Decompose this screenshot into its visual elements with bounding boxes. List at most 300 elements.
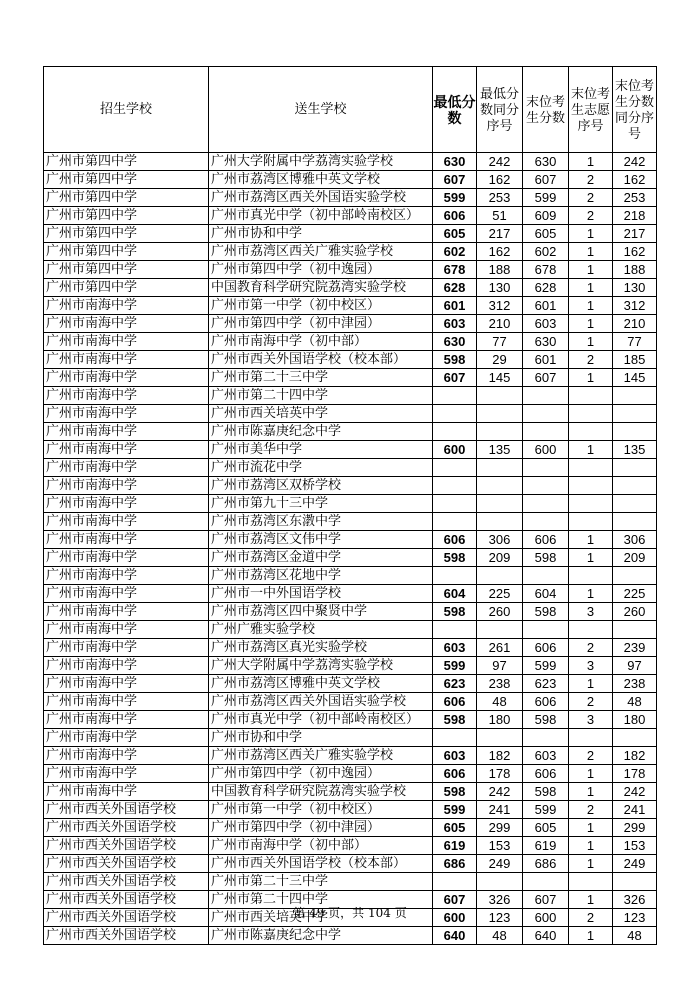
cell-send-school: 广州市荔湾区四中聚贤中学 xyxy=(209,603,433,621)
cell-last-score xyxy=(523,873,569,891)
cell-send-school: 广州市荔湾区西关外国语实验学校 xyxy=(209,693,433,711)
cell-last-choice-no: 1 xyxy=(569,441,613,459)
table-row xyxy=(44,441,657,459)
cell-min-score-same-rank xyxy=(477,513,523,531)
table-row xyxy=(44,819,657,837)
cell-recruit-school: 广州市西关外国语学校 xyxy=(44,855,209,873)
cell-send-school: 广州市第一中学（初中校区） xyxy=(209,297,433,315)
cell-min-score-same-rank: 162 xyxy=(477,243,523,261)
cell-min-score-same-rank: 145 xyxy=(477,369,523,387)
cell-last-same-rank: 299 xyxy=(613,819,657,837)
cell-last-same-rank: 48 xyxy=(613,693,657,711)
cell-min-score: 630 xyxy=(433,333,477,351)
col-header-last-same-rank xyxy=(613,67,657,153)
cell-min-score-same-rank: 29 xyxy=(477,351,523,369)
table-row xyxy=(44,873,657,891)
cell-send-school: 广州市协和中学 xyxy=(209,729,433,747)
table-row xyxy=(44,351,657,369)
cell-last-same-rank: 185 xyxy=(613,351,657,369)
table-row xyxy=(44,549,657,567)
cell-min-score-same-rank: 225 xyxy=(477,585,523,603)
cell-last-score: 628 xyxy=(523,279,569,297)
page-footer: 第 49 页，共 104 页 xyxy=(293,906,407,920)
table-row xyxy=(44,711,657,729)
cell-min-score-same-rank xyxy=(477,621,523,639)
cell-min-score-same-rank: 135 xyxy=(477,441,523,459)
cell-last-score xyxy=(523,405,569,423)
cell-min-score: 678 xyxy=(433,261,477,279)
cell-send-school: 广州市荔湾区文伟中学 xyxy=(209,531,433,549)
cell-last-score: 605 xyxy=(523,819,569,837)
cell-last-same-rank: 241 xyxy=(613,801,657,819)
table-row xyxy=(44,621,657,639)
cell-recruit-school: 广州市南海中学 xyxy=(44,315,209,333)
cell-min-score-same-rank xyxy=(477,567,523,585)
cell-min-score-same-rank: 180 xyxy=(477,711,523,729)
cell-last-choice-no: 2 xyxy=(569,693,613,711)
cell-send-school: 广州市荔湾区双桥学校 xyxy=(209,477,433,495)
cell-send-school: 广州市第一中学（初中校区） xyxy=(209,801,433,819)
cell-min-score: 603 xyxy=(433,639,477,657)
col-header-min-score-same-rank xyxy=(477,67,523,153)
cell-last-choice-no: 1 xyxy=(569,585,613,603)
cell-last-score: 606 xyxy=(523,531,569,549)
cell-last-choice-no: 2 xyxy=(569,171,613,189)
cell-last-same-rank: 162 xyxy=(613,171,657,189)
cell-min-score: 598 xyxy=(433,603,477,621)
cell-send-school: 广州市荔湾区东漖中学 xyxy=(209,513,433,531)
cell-last-score: 600 xyxy=(523,441,569,459)
cell-last-same-rank: 162 xyxy=(613,243,657,261)
cell-last-score: 607 xyxy=(523,891,569,909)
table-row xyxy=(44,315,657,333)
cell-last-choice-no: 1 xyxy=(569,369,613,387)
cell-last-choice-no xyxy=(569,405,613,423)
cell-last-choice-no xyxy=(569,387,613,405)
cell-send-school: 广州市陈嘉庚纪念中学 xyxy=(209,423,433,441)
cell-send-school: 广州市真光中学（初中部岭南校区） xyxy=(209,711,433,729)
cell-send-school: 广州市陈嘉庚纪念中学 xyxy=(209,927,433,945)
cell-min-score-same-rank: 253 xyxy=(477,189,523,207)
cell-last-same-rank xyxy=(613,387,657,405)
cell-last-choice-no: 2 xyxy=(569,909,613,927)
cell-recruit-school: 广州市南海中学 xyxy=(44,405,209,423)
cell-last-same-rank: 145 xyxy=(613,369,657,387)
cell-send-school: 广州市南海中学（初中部） xyxy=(209,837,433,855)
table-row xyxy=(44,531,657,549)
cell-recruit-school: 广州市南海中学 xyxy=(44,297,209,315)
cell-min-score xyxy=(433,729,477,747)
cell-recruit-school: 广州市南海中学 xyxy=(44,351,209,369)
cell-last-same-rank: 97 xyxy=(613,657,657,675)
cell-send-school: 广州市荔湾区西关外国语实验学校 xyxy=(209,189,433,207)
cell-send-school: 广州市第四中学（初中逸园） xyxy=(209,765,433,783)
cell-last-choice-no: 2 xyxy=(569,351,613,369)
cell-last-score: 605 xyxy=(523,225,569,243)
cell-send-school: 广州市真光中学（初中部岭南校区） xyxy=(209,207,433,225)
cell-recruit-school: 广州市南海中学 xyxy=(44,369,209,387)
table-row xyxy=(44,333,657,351)
cell-recruit-school: 广州市西关外国语学校 xyxy=(44,837,209,855)
cell-recruit-school: 广州市南海中学 xyxy=(44,495,209,513)
cell-recruit-school: 广州市第四中学 xyxy=(44,207,209,225)
cell-min-score: 640 xyxy=(433,927,477,945)
cell-last-same-rank: 123 xyxy=(613,909,657,927)
cell-min-score-same-rank: 51 xyxy=(477,207,523,225)
cell-recruit-school: 广州市南海中学 xyxy=(44,567,209,585)
table-row xyxy=(44,693,657,711)
cell-recruit-school: 广州市南海中学 xyxy=(44,747,209,765)
table-row xyxy=(44,207,657,225)
cell-recruit-school: 广州市南海中学 xyxy=(44,441,209,459)
cell-min-score: 686 xyxy=(433,855,477,873)
cell-min-score: 599 xyxy=(433,801,477,819)
cell-send-school: 广州市西关外国语学校（校本部） xyxy=(209,351,433,369)
cell-min-score-same-rank: 260 xyxy=(477,603,523,621)
cell-recruit-school: 广州市南海中学 xyxy=(44,621,209,639)
cell-min-score: 605 xyxy=(433,819,477,837)
cell-last-same-rank xyxy=(613,873,657,891)
cell-send-school: 广州市荔湾区花地中学 xyxy=(209,567,433,585)
cell-last-score xyxy=(523,513,569,531)
cell-send-school: 广州大学附属中学荔湾实验学校 xyxy=(209,657,433,675)
table-row xyxy=(44,423,657,441)
cell-min-score-same-rank xyxy=(477,477,523,495)
cell-send-school: 广州广雅实验学校 xyxy=(209,621,433,639)
cell-last-score: 607 xyxy=(523,171,569,189)
cell-min-score: 599 xyxy=(433,189,477,207)
table-row xyxy=(44,585,657,603)
cell-last-same-rank: 182 xyxy=(613,747,657,765)
table-row xyxy=(44,801,657,819)
cell-last-score xyxy=(523,567,569,585)
cell-last-same-rank: 130 xyxy=(613,279,657,297)
cell-min-score: 606 xyxy=(433,207,477,225)
cell-recruit-school: 广州市第四中学 xyxy=(44,153,209,171)
cell-min-score xyxy=(433,405,477,423)
cell-last-score: 601 xyxy=(523,297,569,315)
cell-last-choice-no: 1 xyxy=(569,765,613,783)
cell-last-choice-no xyxy=(569,513,613,531)
cell-send-school: 广州市第四中学（初中津园） xyxy=(209,819,433,837)
cell-last-choice-no: 1 xyxy=(569,261,613,279)
cell-last-score: 606 xyxy=(523,765,569,783)
cell-last-choice-no: 3 xyxy=(569,711,613,729)
cell-recruit-school: 广州市南海中学 xyxy=(44,333,209,351)
cell-last-choice-no: 1 xyxy=(569,243,613,261)
cell-last-choice-no: 1 xyxy=(569,333,613,351)
cell-last-same-rank: 242 xyxy=(613,783,657,801)
header-row xyxy=(44,67,657,153)
cell-last-same-rank: 48 xyxy=(613,927,657,945)
cell-last-choice-no: 1 xyxy=(569,549,613,567)
admission-table xyxy=(43,66,657,945)
cell-last-score: 598 xyxy=(523,603,569,621)
cell-last-score: 598 xyxy=(523,783,569,801)
cell-last-same-rank xyxy=(613,621,657,639)
cell-last-score: 599 xyxy=(523,657,569,675)
cell-last-same-rank: 210 xyxy=(613,315,657,333)
table-row xyxy=(44,297,657,315)
cell-last-choice-no: 1 xyxy=(569,315,613,333)
cell-last-same-rank xyxy=(613,423,657,441)
cell-last-choice-no: 2 xyxy=(569,189,613,207)
cell-min-score: 607 xyxy=(433,171,477,189)
cell-min-score: 604 xyxy=(433,585,477,603)
cell-send-school: 广州市西关培英中学 xyxy=(209,405,433,423)
cell-last-same-rank: 135 xyxy=(613,441,657,459)
cell-last-same-rank xyxy=(613,405,657,423)
table-row xyxy=(44,783,657,801)
cell-last-choice-no: 1 xyxy=(569,819,613,837)
table-row xyxy=(44,243,657,261)
cell-recruit-school: 广州市西关外国语学校 xyxy=(44,927,209,945)
cell-send-school: 广州市流花中学 xyxy=(209,459,433,477)
cell-last-score xyxy=(523,729,569,747)
table-row xyxy=(44,171,657,189)
cell-min-score: 602 xyxy=(433,243,477,261)
cell-min-score-same-rank xyxy=(477,495,523,513)
cell-min-score-same-rank: 242 xyxy=(477,783,523,801)
cell-last-same-rank: 178 xyxy=(613,765,657,783)
cell-min-score-same-rank xyxy=(477,459,523,477)
cell-last-score: 601 xyxy=(523,351,569,369)
cell-last-same-rank xyxy=(613,495,657,513)
cell-min-score: 607 xyxy=(433,369,477,387)
cell-min-score: 605 xyxy=(433,225,477,243)
cell-last-same-rank: 218 xyxy=(613,207,657,225)
cell-send-school: 广州市南海中学（初中部） xyxy=(209,333,433,351)
col-header-min-score xyxy=(433,67,477,153)
cell-min-score-same-rank: 188 xyxy=(477,261,523,279)
cell-last-same-rank: 260 xyxy=(613,603,657,621)
cell-last-same-rank: 312 xyxy=(613,297,657,315)
cell-last-choice-no: 1 xyxy=(569,837,613,855)
cell-min-score-same-rank: 77 xyxy=(477,333,523,351)
table-row xyxy=(44,477,657,495)
cell-last-choice-no xyxy=(569,495,613,513)
cell-recruit-school: 广州市南海中学 xyxy=(44,531,209,549)
cell-last-choice-no: 1 xyxy=(569,297,613,315)
cell-last-score: 602 xyxy=(523,243,569,261)
cell-last-choice-no: 3 xyxy=(569,657,613,675)
cell-min-score-same-rank: 97 xyxy=(477,657,523,675)
cell-last-choice-no xyxy=(569,621,613,639)
cell-last-same-rank xyxy=(613,729,657,747)
cell-recruit-school: 广州市南海中学 xyxy=(44,459,209,477)
cell-send-school: 广州市荔湾区金道中学 xyxy=(209,549,433,567)
cell-last-score: 630 xyxy=(523,153,569,171)
cell-last-score: 686 xyxy=(523,855,569,873)
table-row xyxy=(44,225,657,243)
cell-min-score-same-rank: 326 xyxy=(477,891,523,909)
cell-min-score-same-rank: 238 xyxy=(477,675,523,693)
cell-last-same-rank: 326 xyxy=(613,891,657,909)
cell-min-score xyxy=(433,423,477,441)
cell-last-same-rank: 217 xyxy=(613,225,657,243)
cell-min-score xyxy=(433,567,477,585)
cell-recruit-school: 广州市南海中学 xyxy=(44,423,209,441)
table-row xyxy=(44,927,657,945)
cell-recruit-school: 广州市西关外国语学校 xyxy=(44,891,209,909)
cell-last-score xyxy=(523,459,569,477)
cell-last-score xyxy=(523,387,569,405)
cell-last-score: 598 xyxy=(523,549,569,567)
cell-recruit-school: 广州市西关外国语学校 xyxy=(44,801,209,819)
cell-last-choice-no: 1 xyxy=(569,225,613,243)
cell-last-score: 598 xyxy=(523,711,569,729)
cell-send-school: 中国教育科学研究院荔湾实验学校 xyxy=(209,279,433,297)
col-header-last-score-text: 末位考生分数 xyxy=(525,93,565,125)
cell-send-school: 广州市荔湾区西关广雅实验学校 xyxy=(209,243,433,261)
cell-min-score-same-rank: 210 xyxy=(477,315,523,333)
cell-recruit-school: 广州市南海中学 xyxy=(44,585,209,603)
cell-last-same-rank xyxy=(613,513,657,531)
cell-min-score-same-rank: 130 xyxy=(477,279,523,297)
cell-send-school: 广州市第二十三中学 xyxy=(209,369,433,387)
cell-min-score xyxy=(433,459,477,477)
table-row xyxy=(44,387,657,405)
cell-min-score xyxy=(433,513,477,531)
cell-last-same-rank: 225 xyxy=(613,585,657,603)
table-row xyxy=(44,189,657,207)
cell-last-score: 604 xyxy=(523,585,569,603)
cell-last-score xyxy=(523,495,569,513)
table-row xyxy=(44,747,657,765)
cell-min-score: 600 xyxy=(433,441,477,459)
col-header-last-choice-no-text: 末位考生志愿序号 xyxy=(570,85,610,133)
cell-min-score-same-rank: 261 xyxy=(477,639,523,657)
cell-recruit-school: 广州市第四中学 xyxy=(44,279,209,297)
cell-last-choice-no: 2 xyxy=(569,207,613,225)
cell-last-choice-no: 2 xyxy=(569,747,613,765)
cell-last-score: 599 xyxy=(523,189,569,207)
cell-last-choice-no: 1 xyxy=(569,891,613,909)
cell-last-choice-no xyxy=(569,873,613,891)
cell-min-score-same-rank: 249 xyxy=(477,855,523,873)
cell-min-score-same-rank xyxy=(477,387,523,405)
table-row xyxy=(44,675,657,693)
cell-last-score: 607 xyxy=(523,369,569,387)
cell-send-school: 广州市第四中学（初中津园） xyxy=(209,315,433,333)
cell-send-school: 中国教育科学研究院荔湾实验学校 xyxy=(209,783,433,801)
cell-last-choice-no: 1 xyxy=(569,855,613,873)
cell-min-score-same-rank: 162 xyxy=(477,171,523,189)
cell-min-score: 598 xyxy=(433,549,477,567)
cell-min-score-same-rank: 312 xyxy=(477,297,523,315)
cell-min-score xyxy=(433,387,477,405)
cell-min-score: 599 xyxy=(433,657,477,675)
cell-min-score-same-rank: 48 xyxy=(477,927,523,945)
cell-min-score-same-rank: 123 xyxy=(477,909,523,927)
cell-min-score: 619 xyxy=(433,837,477,855)
cell-last-choice-no xyxy=(569,567,613,585)
cell-min-score: 628 xyxy=(433,279,477,297)
cell-recruit-school: 广州市南海中学 xyxy=(44,765,209,783)
cell-min-score: 623 xyxy=(433,675,477,693)
cell-last-same-rank xyxy=(613,459,657,477)
cell-last-choice-no: 3 xyxy=(569,603,613,621)
cell-min-score-same-rank: 178 xyxy=(477,765,523,783)
cell-min-score xyxy=(433,477,477,495)
cell-send-school: 广州市荔湾区博雅中英文学校 xyxy=(209,171,433,189)
cell-recruit-school: 广州市第四中学 xyxy=(44,243,209,261)
cell-last-score: 599 xyxy=(523,801,569,819)
col-header-last-score xyxy=(523,67,569,153)
cell-last-choice-no: 1 xyxy=(569,927,613,945)
table-row xyxy=(44,765,657,783)
cell-send-school: 广州大学附属中学荔湾实验学校 xyxy=(209,153,433,171)
cell-last-choice-no xyxy=(569,477,613,495)
cell-send-school: 广州市荔湾区西关广雅实验学校 xyxy=(209,747,433,765)
table-row xyxy=(44,279,657,297)
cell-send-school: 广州市第九十三中学 xyxy=(209,495,433,513)
table-row xyxy=(44,405,657,423)
cell-send-school: 广州市第二十三中学 xyxy=(209,873,433,891)
cell-last-score: 606 xyxy=(523,639,569,657)
cell-min-score-same-rank: 306 xyxy=(477,531,523,549)
cell-recruit-school: 广州市南海中学 xyxy=(44,549,209,567)
table-row xyxy=(44,639,657,657)
table-row xyxy=(44,567,657,585)
cell-recruit-school: 广州市南海中学 xyxy=(44,693,209,711)
cell-last-same-rank: 188 xyxy=(613,261,657,279)
cell-recruit-school: 广州市南海中学 xyxy=(44,675,209,693)
table-row xyxy=(44,261,657,279)
cell-last-score: 630 xyxy=(523,333,569,351)
cell-recruit-school: 广州市南海中学 xyxy=(44,513,209,531)
cell-last-same-rank: 306 xyxy=(613,531,657,549)
cell-min-score-same-rank xyxy=(477,729,523,747)
cell-last-score: 603 xyxy=(523,315,569,333)
cell-min-score-same-rank: 209 xyxy=(477,549,523,567)
cell-min-score: 607 xyxy=(433,891,477,909)
cell-min-score: 598 xyxy=(433,711,477,729)
cell-send-school: 广州市西关外国语学校（校本部） xyxy=(209,855,433,873)
table-row xyxy=(44,495,657,513)
cell-recruit-school: 广州市南海中学 xyxy=(44,783,209,801)
cell-last-choice-no: 1 xyxy=(569,153,613,171)
cell-last-score xyxy=(523,621,569,639)
cell-last-choice-no xyxy=(569,459,613,477)
table-row xyxy=(44,855,657,873)
cell-min-score-same-rank: 182 xyxy=(477,747,523,765)
cell-min-score xyxy=(433,873,477,891)
cell-last-choice-no: 2 xyxy=(569,639,613,657)
cell-last-score: 619 xyxy=(523,837,569,855)
cell-min-score-same-rank: 241 xyxy=(477,801,523,819)
cell-min-score: 606 xyxy=(433,693,477,711)
cell-send-school: 广州市荔湾区博雅中英文学校 xyxy=(209,675,433,693)
cell-last-score xyxy=(523,423,569,441)
cell-min-score: 603 xyxy=(433,315,477,333)
cell-min-score-same-rank xyxy=(477,873,523,891)
cell-last-same-rank: 239 xyxy=(613,639,657,657)
cell-recruit-school: 广州市第四中学 xyxy=(44,171,209,189)
table-row xyxy=(44,153,657,171)
table-row xyxy=(44,369,657,387)
cell-min-score-same-rank: 217 xyxy=(477,225,523,243)
cell-send-school: 广州市协和中学 xyxy=(209,225,433,243)
cell-last-same-rank: 77 xyxy=(613,333,657,351)
cell-min-score: 601 xyxy=(433,297,477,315)
cell-send-school: 广州市第四中学（初中逸园） xyxy=(209,261,433,279)
cell-last-same-rank: 209 xyxy=(613,549,657,567)
cell-last-score: 640 xyxy=(523,927,569,945)
cell-min-score: 603 xyxy=(433,747,477,765)
cell-last-choice-no xyxy=(569,423,613,441)
cell-recruit-school: 广州市南海中学 xyxy=(44,603,209,621)
